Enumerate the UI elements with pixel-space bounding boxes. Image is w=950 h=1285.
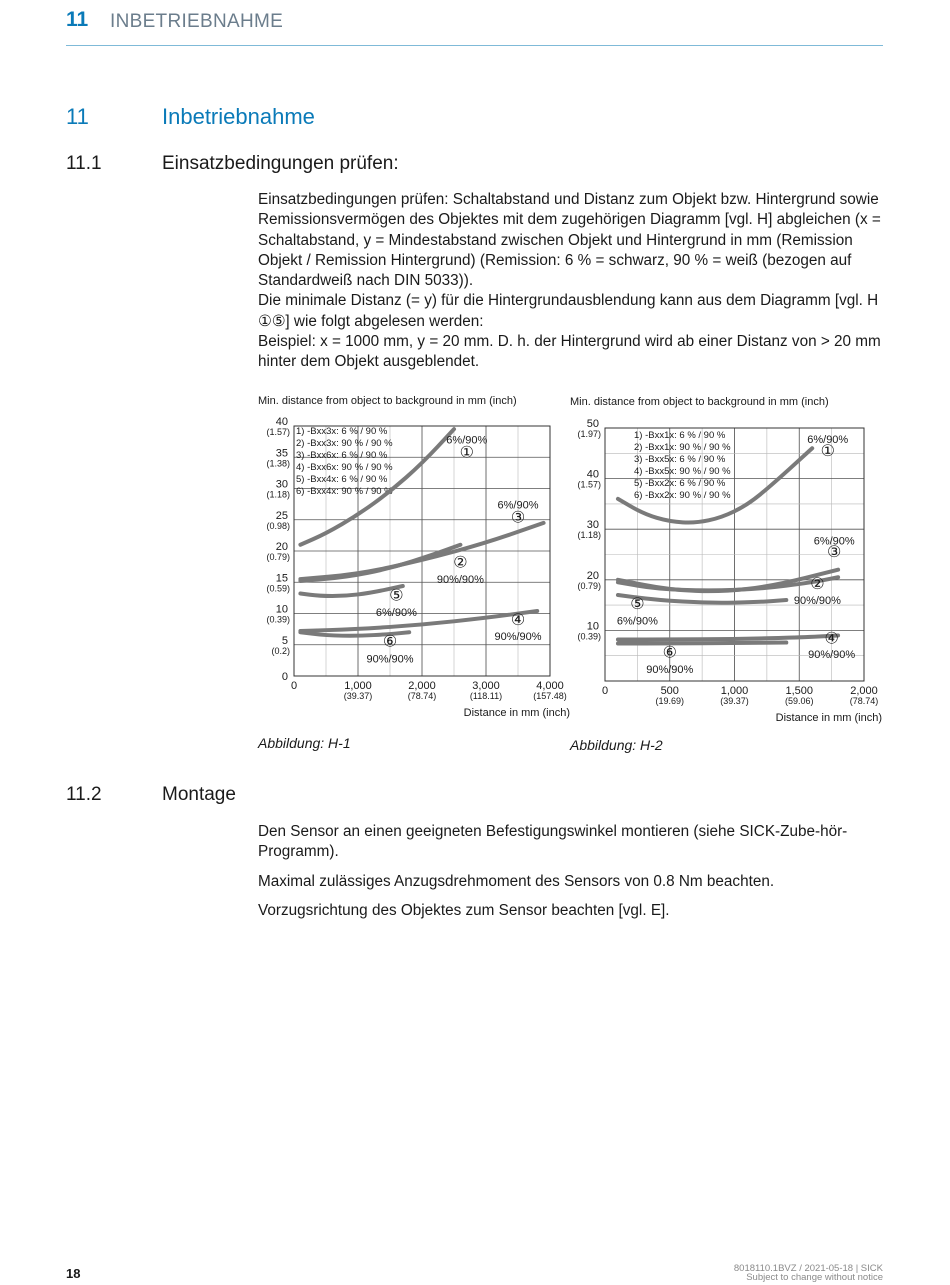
x-tick-sublabel: (157.48)	[533, 691, 567, 701]
subsection-number: 11.1	[66, 153, 102, 174]
curve-number-label: ③	[510, 509, 526, 527]
legend-entry: 2) -Bxx1x: 90 % / 90 %	[634, 442, 731, 453]
y-tick-label: 20	[586, 569, 599, 582]
x-tick-label: 3,000	[472, 680, 500, 692]
y-tick-label: 15	[275, 572, 288, 585]
curve-number-label: ⑤	[630, 596, 645, 614]
subsection-title: Montage	[162, 784, 236, 805]
remission-label: 6%/90%	[497, 499, 539, 512]
legend-entry: 4) -Bxx6x: 90 % / 90 %	[296, 462, 393, 473]
paragraph: Beispiel: x = 1000 mm, y = 20 mm. D. h. der Hintergrund wird ab einer Distanz von > 20 mm hinter dem Objekt ausgeblendet.	[258, 333, 881, 371]
page-number: 18	[66, 1266, 81, 1281]
chart-h2	[566, 390, 890, 735]
subsection-number: 11.2	[66, 784, 102, 805]
header-divider	[66, 45, 883, 46]
y-tick-sublabel: (0.98)	[266, 520, 290, 531]
paragraph: Den Sensor an einen geeigneten Befestigungswinkel montieren (siehe SICK-Zube-hör-Programm).	[258, 823, 848, 861]
remission-label: 90%/90%	[436, 573, 484, 586]
curve-number-label: ②	[810, 575, 825, 593]
curve-number-label: ⑥	[382, 633, 398, 651]
legend-entry: 6) -Bxx2x: 90 % / 90 %	[634, 490, 731, 501]
legend-entry: 1) -Bxx3x: 6 % / 90 %	[296, 426, 388, 437]
y-tick-label: 10	[275, 603, 288, 616]
legend-entry: 1) -Bxx1x: 6 % / 90 %	[634, 430, 726, 441]
remission-label: 6%/90%	[446, 434, 488, 447]
y-tick-label: 35	[275, 447, 288, 460]
y-tick-label: 5	[281, 634, 288, 647]
x-tick-label: 1,000	[344, 680, 372, 692]
document-info: 8018110.1BVZ / 2021-05-18 | SICK	[733, 1263, 883, 1274]
y-tick-label: 30	[275, 478, 288, 491]
x-tick-sublabel: (39.37)	[343, 691, 373, 701]
legend-entry: 2) -Bxx3x: 90 % / 90 %	[296, 438, 393, 449]
change-notice: Subject to change without notice	[746, 1272, 883, 1283]
x-tick-sublabel: (78.74)	[407, 691, 437, 701]
y-tick-sublabel: (0.39)	[266, 614, 290, 625]
x-tick-sublabel: (59.06)	[784, 696, 814, 706]
y-tick-label: 20	[275, 541, 288, 553]
x-tick-sublabel: (39.37)	[720, 696, 749, 706]
curve-number-label: ⑥	[662, 644, 677, 662]
y-tick-sublabel: (1.57)	[577, 479, 601, 490]
x-tick-label: 0	[601, 685, 609, 697]
y-tick-label: 40	[586, 468, 599, 481]
x-tick-label: 1,000	[720, 685, 749, 697]
remission-label: 6%/90%	[807, 434, 849, 447]
curve-number-label: ④	[510, 611, 526, 629]
paragraph: Maximal zulässiges Anzugsdrehmoment des Sensors von 0.8 Nm beachten.	[258, 872, 775, 890]
legend-entry: 5) -Bxx4x: 6 % / 90 %	[296, 474, 388, 485]
y-tick-sublabel: (1.57)	[266, 427, 290, 437]
legend-entry: 3) -Bxx6x: 6 % / 90 %	[296, 450, 388, 461]
x-tick-label: 2,000	[850, 685, 878, 697]
y-tick-label: 50	[586, 418, 599, 430]
curve-number-label: ②	[453, 554, 468, 572]
legend-entry: 6) -Bxx4x: 90 % / 90 %	[296, 486, 393, 497]
remission-label: 6%/90%	[375, 607, 417, 619]
series-line-5	[300, 586, 402, 596]
paragraph: Einsatzbedingungen prüfen: Schaltabstand und Distanz zum Objekt bzw. Hintergrund sowie Remissionsvermögen des Objektes mit dem zugehörigen Diagramm [vgl. H] abgleichen (x = Schaltabstand, y = Mindestabstand zwischen Objekt und Hintergrund in mm (Remission Objekt / Remission Hintergrund) (Remission: 6 % = schwarz, 90 % = weiß (bezogen auf Standardweiß nach DIN 5033)).	[258, 191, 881, 290]
y-tick-label: 30	[586, 519, 599, 532]
curve-number-label: ⑤	[389, 587, 404, 605]
remission-label: 6%/90%	[813, 535, 855, 548]
remission-label: 90%/90%	[808, 649, 856, 662]
paragraph: Die minimale Distanz (= y) für die Hintergrundausblendung kann aus dem Diagramm [vgl. H ①⑤] wie folgt abgelesen werden:	[258, 292, 879, 330]
y-tick-sublabel: (1.18)	[577, 530, 601, 541]
remission-label: 90%/90%	[494, 630, 542, 643]
legend-entry: 5) -Bxx2x: 6 % / 90 %	[634, 478, 726, 489]
legend-entry: 4) -Bxx5x: 90 % / 90 %	[634, 466, 731, 477]
chart-title: Min. distance from object to background in mm (inch)	[570, 396, 829, 408]
legend-entry: 3) -Bxx5x: 6 % / 90 %	[634, 454, 726, 465]
y-tick-sublabel: (1.97)	[577, 429, 601, 439]
remission-label: 6%/90%	[616, 615, 658, 628]
x-tick-label: 4,000	[536, 680, 564, 692]
y-tick-sublabel: (0.2)	[271, 645, 290, 656]
y-tick-label: 0	[281, 671, 288, 683]
header-chapter-number: 11	[66, 8, 89, 31]
subsection-body	[258, 822, 888, 921]
chart-title: Min. distance from object to background in mm (inch)	[258, 395, 517, 407]
curve-number-label: ①	[459, 444, 474, 462]
x-tick-label: 0	[290, 680, 298, 692]
y-tick-sublabel: (0.79)	[266, 552, 290, 562]
header-chapter-title: INBETRIEBNAHME	[110, 11, 284, 32]
y-tick-label: 10	[586, 620, 599, 633]
x-tick-label: 1,500	[785, 685, 814, 697]
remission-label: 90%/90%	[366, 653, 414, 666]
x-tick-label: 500	[660, 685, 679, 697]
figure-caption-h1: Abbildung: H-1	[258, 735, 351, 751]
section-number: 11	[66, 104, 89, 129]
remission-label: 90%/90%	[793, 595, 841, 608]
y-tick-sublabel: (1.18)	[266, 489, 290, 500]
x-tick-label: 2,000	[408, 680, 436, 692]
paragraph: Vorzugsrichtung des Objektes zum Sensor beachten [vgl. E].	[258, 901, 670, 919]
subsection-title: Einsatzbedingungen prüfen:	[162, 153, 399, 174]
y-tick-label: 25	[275, 509, 288, 522]
y-tick-sublabel: (0.79)	[577, 580, 601, 591]
y-tick-sublabel: (1.38)	[266, 458, 290, 469]
figure-caption-h2: Abbildung: H-2	[570, 737, 663, 753]
subsection-body	[258, 190, 888, 373]
series-line-4	[618, 635, 838, 639]
x-tick-sublabel: (78.74)	[849, 696, 879, 706]
x-axis-label: Distance in mm (inch)	[463, 707, 570, 719]
curve-number-label: ①	[820, 442, 835, 460]
curve-number-label: ③	[827, 544, 842, 562]
series-line-6	[618, 643, 786, 644]
curve-number-label: ④	[824, 630, 839, 648]
x-tick-sublabel: (19.69)	[655, 696, 685, 706]
x-axis-label: Distance in mm (inch)	[775, 712, 882, 724]
series-line-3	[618, 570, 838, 592]
section-title: Inbetriebnahme	[162, 104, 315, 129]
x-tick-sublabel: (118.11)	[469, 691, 503, 701]
y-tick-label: 40	[275, 416, 288, 428]
remission-label: 90%/90%	[646, 663, 694, 676]
y-tick-sublabel: (0.59)	[266, 583, 290, 594]
y-tick-sublabel: (0.39)	[577, 631, 601, 642]
chart-h1	[254, 390, 574, 730]
series-line-4	[300, 611, 537, 631]
